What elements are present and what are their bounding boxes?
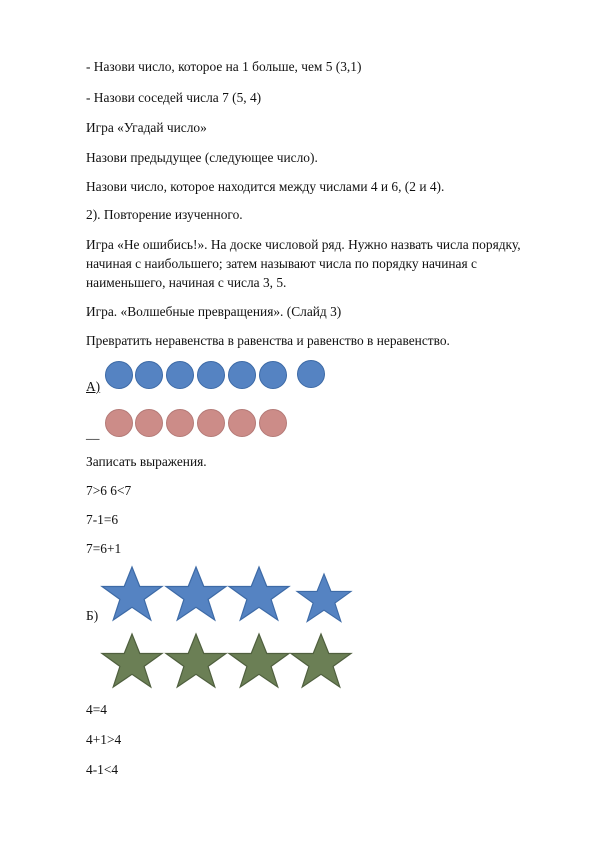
game-paragraph-line-1: Игра «Не ошибись!». На доске числовой ряд. Нужно назвать числа порядку, xyxy=(86,237,521,252)
blue-star xyxy=(166,567,226,620)
task-between: Назови число, которое находится между числами 4 и 6, (2 и 4). xyxy=(86,179,445,194)
blue-star xyxy=(102,567,162,620)
green-star xyxy=(229,634,289,687)
game-title-magic: Игра. «Волшебные превращения». (Слайд 3) xyxy=(86,304,342,319)
game-title-guess: Игра «Угадай число» xyxy=(86,120,207,135)
blue-star xyxy=(297,574,351,622)
question-line-2: - Назови соседей числа 7 (5, 4) xyxy=(86,90,262,105)
label-b: Б) xyxy=(86,608,99,623)
green-star xyxy=(291,634,351,687)
green-star xyxy=(102,634,162,687)
question-line-1: - Назови число, которое на 1 больше, чем 5 (3,1) xyxy=(86,59,362,74)
task-transform: Превратить неравенства в равенства и равенство в неравенство. xyxy=(86,333,450,348)
expression-3: 7=6+1 xyxy=(86,541,122,556)
blue-star-row xyxy=(102,567,351,622)
label-a-underline: __ xyxy=(86,426,100,441)
task-write-expressions: Записать выражения. xyxy=(86,454,207,469)
blue-star xyxy=(229,567,289,620)
expression-1: 7>6 6<7 xyxy=(86,483,132,498)
expression-5: 4+1>4 xyxy=(86,732,122,747)
expression-6: 4-1<4 xyxy=(86,762,119,777)
green-star xyxy=(166,634,226,687)
green-star-row xyxy=(102,634,351,687)
expression-2: 7-1=6 xyxy=(86,512,119,527)
expression-4: 4=4 xyxy=(86,702,107,717)
game-paragraph-line-3: наименьшего, начиная с числа 3, 5. xyxy=(86,275,287,290)
label-a: А) xyxy=(86,379,101,394)
task-previous-next: Назови предыдущее (следующее число). xyxy=(86,150,318,165)
section-heading-review: 2). Повторение изученного. xyxy=(86,207,243,222)
game-paragraph-line-2: начиная с наибольшего; затем называют числа по порядку начиная с xyxy=(86,256,477,271)
